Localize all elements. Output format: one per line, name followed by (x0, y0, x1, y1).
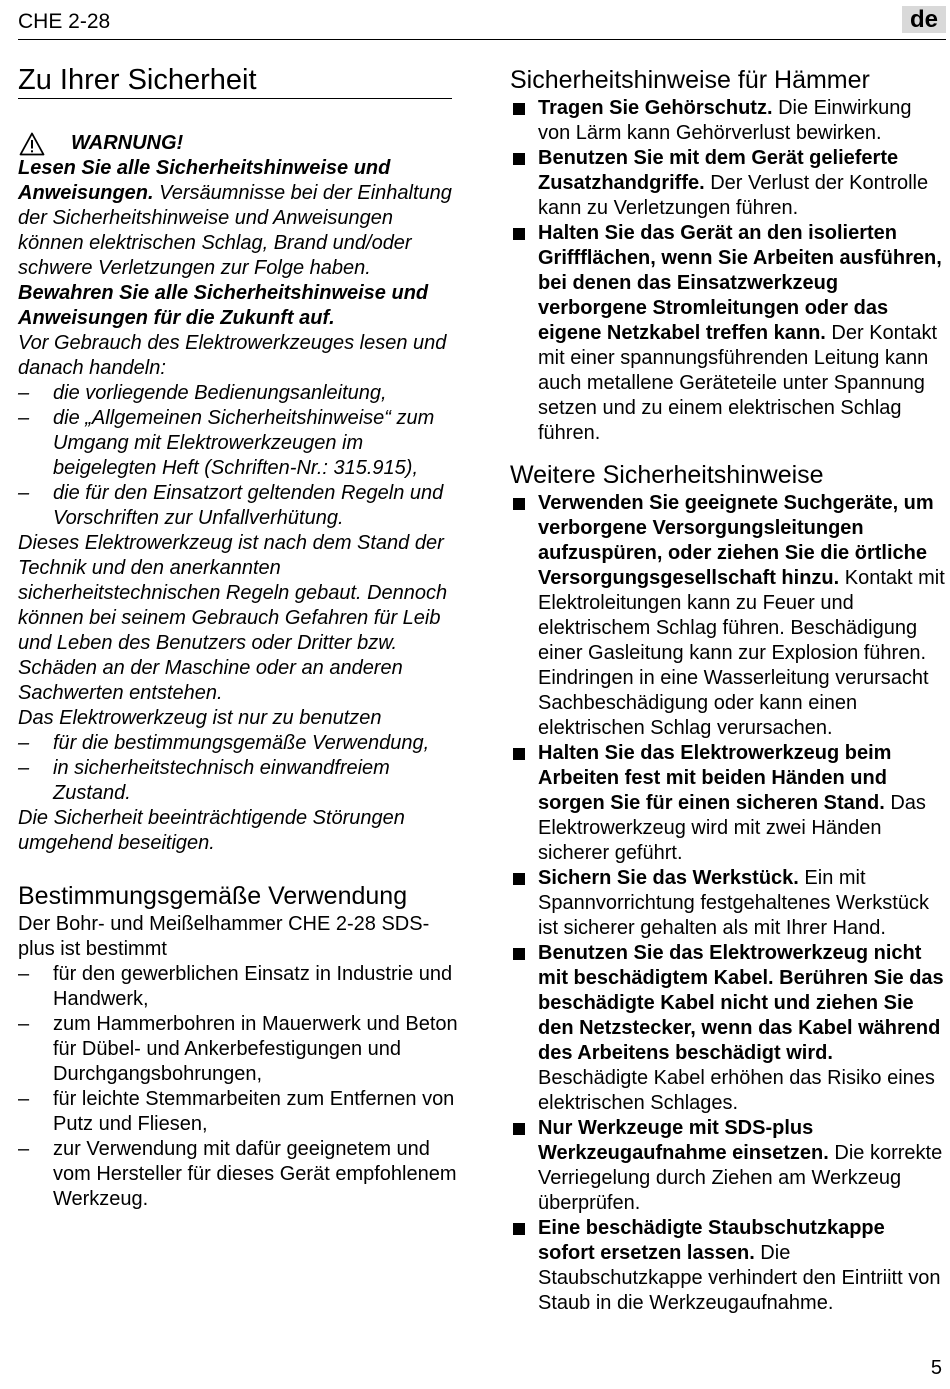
square-bullet-icon (513, 153, 525, 165)
page-number: 5 (930, 1357, 942, 1379)
usage-title: Bestimmungsgemäße Verwendung (18, 882, 408, 910)
list-item: – für den gewerblichen Einsatz in Industrie und Handwerk, (18, 963, 453, 1010)
square-bullet-icon (513, 228, 525, 240)
use-only-list (18, 731, 458, 806)
left-column (18, 62, 458, 1212)
more-safety-title: Weitere Sicherheitshinweise (510, 461, 824, 489)
square-bullet-icon (513, 103, 525, 115)
list-item: Eine beschädigte Staubschutzkappe sofort ersetzen lassen. Die Staubschutzkappe verhindert den Eintriitt von Staub in die Werkzeugaufnahme. (510, 1216, 946, 1316)
list-item: – die vorliegende Bedienungsanleitung, (18, 382, 387, 404)
square-bullet-icon (513, 498, 525, 510)
warning-bold-1: Lesen Sie alle Sicherheitshinweise und Anweisungen. (18, 157, 391, 204)
right-column (510, 64, 946, 1316)
state-of-art-paragraph: Dieses Elektrowerkzeug ist nach dem Stand der Technik und den anerkannten sicherheitstechnischen Regeln gebaut. Dennoch können bei seinem Gebrauch Gefahren für Leib und Leben des Benutzers oder Dritter bzw. Schäden an der Maschine oder an anderen Sachwerten entstehen. (18, 532, 448, 704)
square-bullet-icon (513, 1223, 525, 1235)
header-divider (18, 39, 946, 40)
list-item: – die für den Einsatzort geltenden Regeln und Vorschriften zur Unfallverhütung. (18, 482, 444, 529)
faults-paragraph: Die Sicherheit beeinträchtigende Störungen umgehend beseitigen. (18, 807, 405, 854)
list-item: Benutzen Sie das Elektrowerkzeug nicht mit beschädigtem Kabel. Berühren Sie das beschädigte Kabel nicht und ziehen Sie den Netzstecker, wenn das Kabel während des Arbeitens beschädigt wird. Beschädigte Kabel erhöhen das Risiko eines elektrischen Schlages. (510, 941, 946, 1116)
list-item: – die „Allgemeinen Sicherheitshinweise“ zum Umgang mit Elektrowerkzeugen im beigelegten Heft (Schriften-Nr.: 315.915), (18, 407, 435, 479)
warning-heading (18, 131, 458, 156)
list-item: Sichern Sie das Werkstück. Ein mit Spannvorrichtung festgehaltenes Werkstück ist sicherer gehalten als mit Ihrer Hand. (510, 866, 946, 941)
warning-text-1: Versäumnisse bei der Einhaltung der Sicherheitshinweise und Anweisungen können elektrischen Schlag, Brand und/oder schwere Verletzungen zur Folge haben. (18, 182, 452, 279)
language-badge: de (902, 6, 946, 33)
list-item: – zur Verwendung mit dafür geeignetem und vom Hersteller für dieses Gerät empfohlenem Werkzeug. (18, 1138, 457, 1210)
safety-title: Zu Ihrer Sicherheit (18, 62, 452, 99)
warning-paragraph (18, 156, 458, 331)
list-item: – für leichte Stemmarbeiten zum Entfernen von Putz und Fliesen, (18, 1088, 455, 1135)
before-use-list (18, 381, 458, 531)
list-item: Verwenden Sie geeignete Suchgeräte, um verborgene Versorgungsleitungen aufzuspüren, oder ziehen Sie die örtliche Versorgungsgesellschaft hinzu. Kontakt mit Elektroleitungen kann zu Feuer und elektrischem Schlag führen. Beschädigung einer Gasleitung kann zur Explosion führen. Eindringen in eine Wasserleitung verursacht Sachbeschädigung oder kann einen elektrischen Schlag verursachen. (510, 491, 946, 741)
square-bullet-icon (513, 1123, 525, 1135)
warning-bold-2: Bewahren Sie alle Sicherheitshinweise und Anweisungen für die Zukunft auf. (18, 282, 429, 329)
list-item: Benutzen Sie mit dem Gerät gelieferte Zusatzhandgriffe. Der Verlust der Kontrolle kann zu Verletzungen führen. (510, 146, 946, 221)
header-model: CHE 2-28 (18, 10, 111, 33)
warning-label: WARNUNG! (71, 132, 184, 154)
square-bullet-icon (513, 948, 525, 960)
list-item: Nur Werkzeuge mit SDS-plus Werkzeugaufnahme einsetzen. Die korrekte Verriegelung durch Ziehen am Werkzeug überprüfen. (510, 1116, 946, 1216)
use-only-intro: Das Elektrowerkzeug ist nur zu benutzen (18, 707, 382, 729)
hammer-safety-list (510, 96, 946, 446)
list-item: – in sicherheitstechnisch einwandfreiem Zustand. (18, 757, 390, 804)
list-item: – für die bestimmungsgemäße Verwendung, (18, 732, 430, 754)
usage-list (18, 962, 458, 1212)
before-use-intro: Vor Gebrauch des Elektrowerkzeuges lesen und danach handeln: (18, 332, 447, 379)
warning-triangle-icon (19, 132, 45, 156)
list-item: – zum Hammerbohren in Mauerwerk und Beton für Dübel- und Ankerbefestigungen und Durchgangsbohrungen, (18, 1013, 458, 1085)
square-bullet-icon (513, 873, 525, 885)
list-item: Halten Sie das Gerät an den isolierten Griffflächen, wenn Sie Arbeiten ausführen, bei denen das Einsatzwerkzeug verborgene Stromleitungen oder das eigene Netzkabel treffen kann. Der Kontakt mit einer spannungsführenden Leitung kann auch metallene Geräteteile unter Spannung setzen und zu einem elektrischen Schlag führen. (510, 221, 946, 446)
list-item: Halten Sie das Elektrowerkzeug beim Arbeiten fest mit beiden Händen und sorgen Sie für einen sicheren Stand. Das Elektrowerkzeug wird mit zwei Händen sicherer geführt. (510, 741, 946, 866)
square-bullet-icon (513, 748, 525, 760)
usage-intro: Der Bohr- und Meißelhammer CHE 2-28 SDS-plus ist bestimmt (18, 913, 430, 960)
list-item: Tragen Sie Gehörschutz. Die Einwirkung von Lärm kann Gehörverlust bewirken. (510, 96, 946, 146)
more-safety-list (510, 491, 946, 1316)
hammer-safety-title: Sicherheitshinweise für Hämmer (510, 66, 870, 94)
